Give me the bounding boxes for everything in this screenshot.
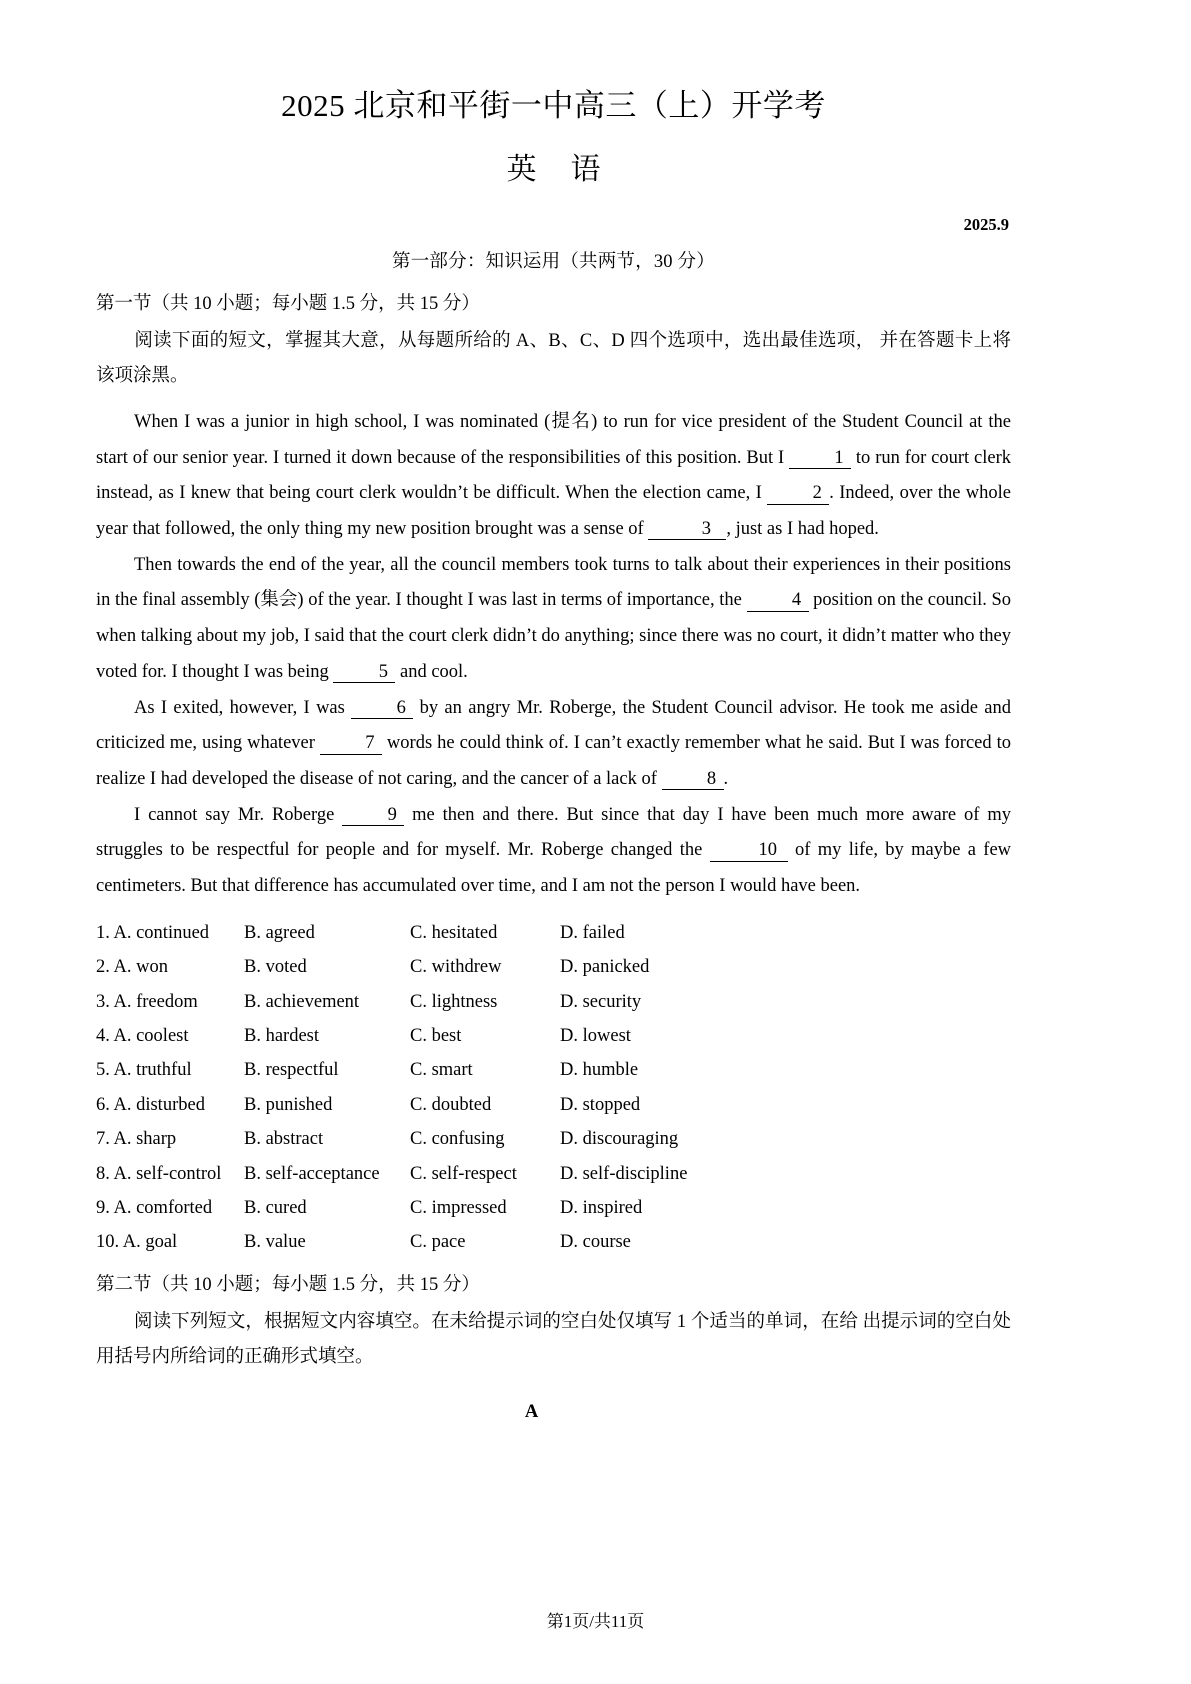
subject-char-left: 英 <box>506 152 537 186</box>
passage-paragraph-2 <box>96 548 1011 691</box>
option-b[interactable]: B. hardest <box>244 1025 320 1046</box>
options-row <box>96 950 756 984</box>
p4-text-b: me then and there. But since that day I have been much more aware of my struggles to be respectful for people and for myself. Mr. Roberge changed the <box>96 804 1011 861</box>
p3-text-a: As I exited, however, I was <box>134 697 345 718</box>
option-d[interactable]: D. self-discipline <box>560 1163 688 1184</box>
option-c[interactable]: C. hesitated <box>410 922 498 943</box>
blank-8: 8 <box>662 769 724 790</box>
option-b[interactable]: B. value <box>244 1232 306 1253</box>
option-c[interactable]: C. pace <box>410 1232 466 1253</box>
passage-paragraph-1 <box>96 405 1011 548</box>
p3-text-d: . <box>723 768 729 789</box>
option-c[interactable]: C. confusing <box>410 1129 505 1150</box>
option-c[interactable]: C. smart <box>410 1060 473 1081</box>
option-a[interactable] <box>96 1053 244 1087</box>
option-b[interactable]: B. voted <box>244 957 307 978</box>
option-a-label: A. freedom <box>113 991 198 1012</box>
blank-10: 10 <box>710 840 788 861</box>
option-a-label: A. won <box>113 957 168 978</box>
p3-text-c: words he could think of. I can’t exactly remember what he said. But I was forced to realize I had developed the disease of not caring, and the cancer of a lack of <box>96 733 1012 789</box>
option-d[interactable]: D. lowest <box>560 1025 631 1046</box>
option-number: 1. <box>96 922 110 943</box>
section-two-instruction-line1: 阅读下列短文，根据短文内容填空。在未给提示词的空白处仅填写 1 个适当的单词，在给 出提示词的 <box>134 1311 956 1332</box>
option-d[interactable]: D. stopped <box>560 1094 641 1115</box>
section-one-instruction-line2: 卡上将该项涂黑。 <box>96 330 1011 387</box>
p4-text-c: of my life, by maybe a few centimeters. But that difference has accumulated over time, and I am not the person I would have been. <box>96 840 1012 897</box>
part-one-heading <box>96 247 1011 273</box>
option-c[interactable]: C. lightness <box>410 991 498 1012</box>
option-d[interactable]: D. course <box>560 1232 631 1253</box>
option-b[interactable]: B. punished <box>244 1094 333 1115</box>
option-number: 2. <box>96 957 110 978</box>
option-d[interactable]: D. humble <box>560 1060 639 1081</box>
option-a[interactable] <box>96 916 244 950</box>
blank-6: 6 <box>351 698 413 719</box>
option-b[interactable]: B. self-acceptance <box>244 1163 380 1184</box>
option-a-label: A. disturbed <box>113 1094 205 1115</box>
option-c[interactable]: C. best <box>410 1025 462 1046</box>
option-a-label: A. truthful <box>113 1060 192 1081</box>
blank-2: 2 <box>767 483 829 504</box>
options-row <box>96 1122 756 1156</box>
option-a-label: A. comforted <box>113 1197 213 1218</box>
passage-paragraph-3 <box>96 691 1011 798</box>
options-row <box>96 1157 756 1191</box>
option-a[interactable] <box>96 1122 244 1156</box>
exam-date: 2025.9 <box>963 214 1009 234</box>
section-two-heading: 第二节（共 10 小题；每小题 1.5 分，共 15 分） <box>96 1274 480 1295</box>
section-one-instruction <box>96 324 1011 395</box>
p1-text-d: , just as I had hoped. <box>726 518 879 539</box>
cloze-passage <box>96 405 1011 905</box>
passage-paragraph-4 <box>96 798 1011 905</box>
option-b[interactable]: B. respectful <box>244 1060 339 1081</box>
option-b[interactable]: B. agreed <box>244 922 315 943</box>
option-b[interactable]: B. cured <box>244 1197 307 1218</box>
section-one-heading: 第一节（共 10 小题；每小题 1.5 分，共 15 分） <box>96 293 480 314</box>
option-a-label: A. goal <box>122 1232 178 1253</box>
subject-char-right: 语 <box>570 152 601 186</box>
option-d[interactable]: D. security <box>560 991 642 1012</box>
blank-5: 5 <box>333 662 395 683</box>
option-a[interactable] <box>96 1157 244 1191</box>
passage-marker-a: A <box>524 1401 539 1422</box>
p3-text-b: by an angry Mr. Roberge, the Student Council advisor. He took me aside and criticized me, using whatever <box>96 697 1012 754</box>
option-number: 9. <box>96 1197 110 1218</box>
p4-text-a: I cannot say Mr. Roberge <box>134 804 335 825</box>
option-a[interactable] <box>96 1019 244 1053</box>
option-a[interactable] <box>96 950 244 984</box>
blank-4: 4 <box>747 590 809 611</box>
option-number: 5. <box>96 1060 110 1081</box>
option-d[interactable]: D. discouraging <box>560 1129 679 1150</box>
options-row <box>96 1225 756 1259</box>
option-c[interactable]: C. self-respect <box>410 1163 517 1184</box>
option-number: 8. <box>96 1163 110 1184</box>
options-row <box>96 1053 756 1087</box>
options-row <box>96 1191 756 1225</box>
option-a-label: A. coolest <box>113 1025 189 1046</box>
option-a[interactable] <box>96 1088 244 1122</box>
options-row <box>96 916 756 950</box>
p2-text-b: position on the council. So when talking about my job, I said that the court clerk didn’t do anything; since there was no court, it didn’t matter who they voted for. I thought I was being <box>96 590 1012 682</box>
option-b[interactable]: B. abstract <box>244 1129 324 1150</box>
section-two-instruction <box>96 1305 1011 1376</box>
option-a[interactable] <box>96 1191 244 1225</box>
options-row <box>96 1088 756 1122</box>
subject-title <box>96 150 1011 189</box>
option-number: 7. <box>96 1129 110 1150</box>
option-c[interactable]: C. withdrew <box>410 957 502 978</box>
section-two-instruction-line2: 空白处用括号内所给词的正确形式填空。 <box>96 1311 1011 1368</box>
part-one-heading-text: 第一部分：知识运用（共两节，30 分） <box>392 251 715 272</box>
options-row <box>96 985 756 1019</box>
option-a-label: A. continued <box>113 922 210 943</box>
option-c[interactable]: C. doubted <box>410 1094 492 1115</box>
blank-9: 9 <box>342 805 404 826</box>
p2-text-a: Then towards the end of the year, all the council members took turns to talk about their experiences in their positions in the final assembly (集会) of the year. I thought I was last in terms of importance, the <box>96 554 1011 611</box>
option-number: 10. <box>96 1232 120 1253</box>
options-body <box>96 916 756 1260</box>
p2-text-c: and cool. <box>400 661 468 682</box>
options-row <box>96 1019 756 1053</box>
p1-text-c: . Indeed, over the whole year that followed, the only thing my new position brought was a sense of <box>96 483 1012 539</box>
option-d[interactable]: D. failed <box>560 922 625 943</box>
blank-7: 7 <box>320 733 382 754</box>
blank-3: 3 <box>648 519 726 540</box>
options-table <box>96 916 756 1260</box>
option-d[interactable]: D. inspired <box>560 1197 643 1218</box>
page-footer: 第1页/共11页 <box>546 1612 645 1631</box>
option-c[interactable]: C. impressed <box>410 1197 507 1218</box>
p1-text-a: When I was a junior in high school, I was nominated (提名) to run for vice president of the Student Council at the start of our senior year. I turned it down because of the responsibilities of this position. But I <box>96 411 1011 468</box>
option-b[interactable]: B. achievement <box>244 991 360 1012</box>
page-content <box>96 0 1011 1423</box>
option-a-label: A. sharp <box>113 1129 177 1150</box>
p1-text-b: to run for court clerk instead, as I knew that being court clerk wouldn’t be difficult. When the election came, I <box>96 447 1012 504</box>
page-title: 2025 北京和平街一中高三（上）开学考 <box>281 88 826 123</box>
option-a-label: A. self-control <box>113 1163 222 1184</box>
section-one-instruction-line1: 阅读下面的短文，掌握其大意，从每题所给的 A、B、C、D 四个选项中，选出最佳选项， 并在答题 <box>134 330 955 351</box>
option-a[interactable] <box>96 985 244 1019</box>
blank-1: 1 <box>789 448 851 469</box>
option-d[interactable]: D. panicked <box>560 957 650 978</box>
option-a[interactable] <box>96 1225 244 1259</box>
option-number: 6. <box>96 1094 110 1115</box>
option-number: 4. <box>96 1025 110 1046</box>
option-number: 3. <box>96 991 110 1012</box>
